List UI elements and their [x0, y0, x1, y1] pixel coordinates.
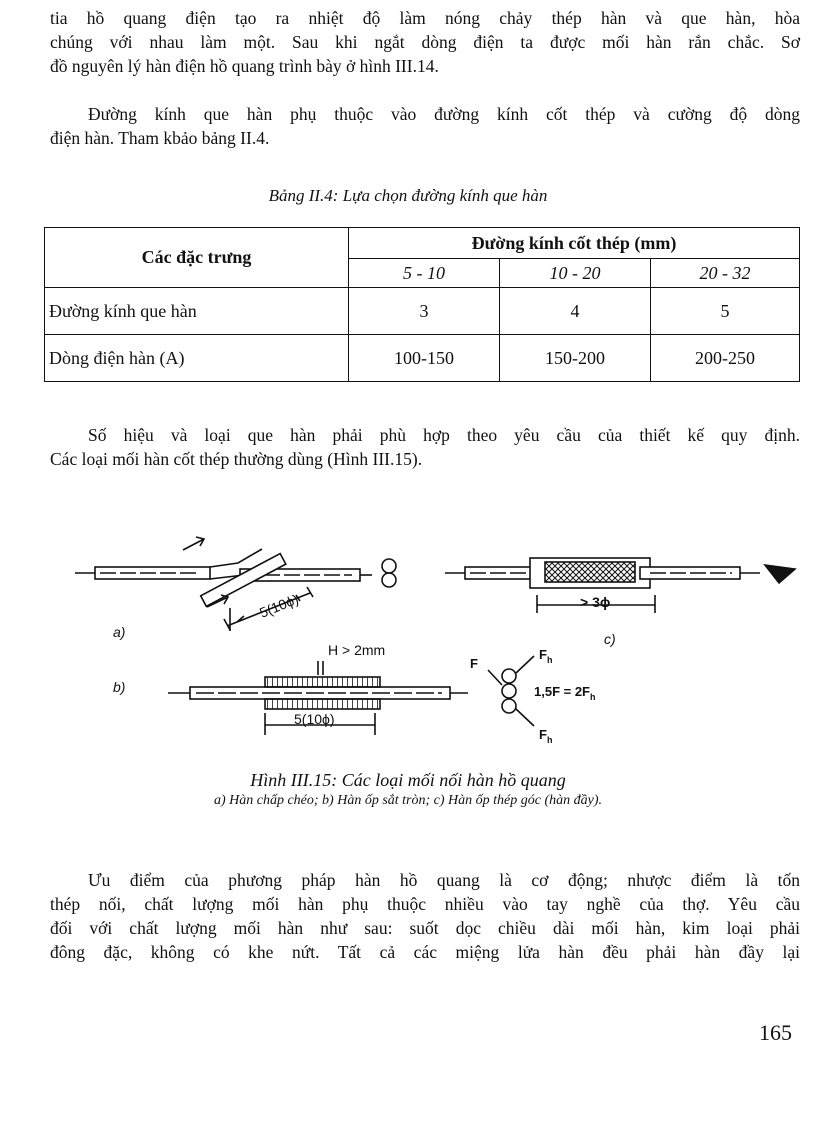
text-line: điện hàn. Tham kbảo bảng II.4. [50, 128, 270, 148]
table-cell: 100-150 [349, 335, 500, 382]
force-equation: $1,5F = 2F_h$ [534, 684, 596, 702]
text-line: thép nối, chất lượng mối hàn phụ thuộc nhiều vào tay nghề của thợ. Yêu cầu [50, 894, 800, 914]
label-b: b) [113, 679, 126, 695]
table-row [45, 335, 800, 382]
welding-joints-figure [0, 515, 816, 775]
paragraph-3 [50, 423, 800, 471]
force-fh-label-top: $F_h$ [539, 647, 553, 665]
paragraph-intro [50, 6, 800, 78]
figure-subcaption: a) Hàn chấp chéo; b) Hàn ốp sắt tròn; c) Hàn ốp thép góc (hàn đầy). [213, 793, 603, 808]
dimension-label-c: > 3ϕ [580, 594, 611, 610]
text-line: đồ nguyên lý hàn điện hồ quang trình bày ở hình III.14. [50, 56, 439, 76]
force-fh-label-bottom: $F_h$ [539, 727, 553, 745]
table-cell: 3 [349, 288, 500, 335]
row-label: Đường kính que hàn [45, 288, 349, 335]
paragraph-2 [50, 102, 800, 150]
text-line: tia hồ quang điện tạo ra nhiệt độ làm nóng chảy thép hàn và que hàn, hòa [50, 8, 800, 28]
force-diagram [488, 656, 534, 726]
text-line: Đường kính que hàn phụ thuộc vào đường kính cốt thép và cường độ dòng [88, 104, 800, 124]
header-characteristics: Các đặc trưng [45, 228, 349, 288]
diagram-c-angle-joint [445, 558, 795, 613]
header-rebar-diameter: Đường kính cốt thép (mm) [349, 228, 800, 259]
sub-header: 5 - 10 [349, 259, 500, 288]
page-number: 165 [759, 1020, 792, 1045]
force-f-label: F [470, 656, 478, 671]
sub-header: 10 - 20 [500, 259, 651, 288]
sub-header: 20 - 32 [651, 259, 800, 288]
table-cell: 5 [651, 288, 800, 335]
table-cell: 150-200 [500, 335, 651, 382]
welding-rod-table [44, 227, 800, 382]
text-line: đối với chất lượng mối hàn như sau: suốt dọc chiều dài mối hàn, kim loại phải [50, 918, 800, 938]
table-cell: 200-250 [651, 335, 800, 382]
diagram-a-lap-joint [75, 537, 396, 631]
row-label: Dòng điện hàn (A) [45, 335, 349, 382]
dimension-label-a: 5(10ϕ) [257, 590, 301, 621]
text-line: chúng với nhau làm một. Sau khi ngắt dòng điện ta được mối hàn rắn chắc. Sơ [50, 32, 800, 52]
text-line: Số hiệu và loại que hàn phải phù hợp theo yêu cầu của thiết kế quy định. [88, 425, 800, 445]
table-caption: Bảng II.4: Lựa chọn đường kính que hàn [268, 186, 548, 205]
text-line: Ưu điểm của phương pháp hàn hồ quang là cơ động; nhược điểm là tốn [88, 870, 800, 890]
h-label: H > 2mm [328, 642, 386, 658]
figure-caption: Hình III.15: Các loại mối nối hàn hồ quang [250, 770, 566, 790]
paragraph-4 [50, 868, 800, 964]
text-line: Các loại mối hàn cốt thép thường dùng (Hình III.15). [50, 449, 423, 469]
text-line: đông đặc, không có khe nứt. Tất cả các miệng lửa hàn đều phải hàn đầy lại [50, 942, 800, 962]
label-c: c) [604, 631, 616, 647]
table-cell: 4 [500, 288, 651, 335]
dimension-label-b: 5(10ϕ) [294, 711, 335, 727]
table-row [45, 288, 800, 335]
label-a: a) [113, 624, 126, 640]
